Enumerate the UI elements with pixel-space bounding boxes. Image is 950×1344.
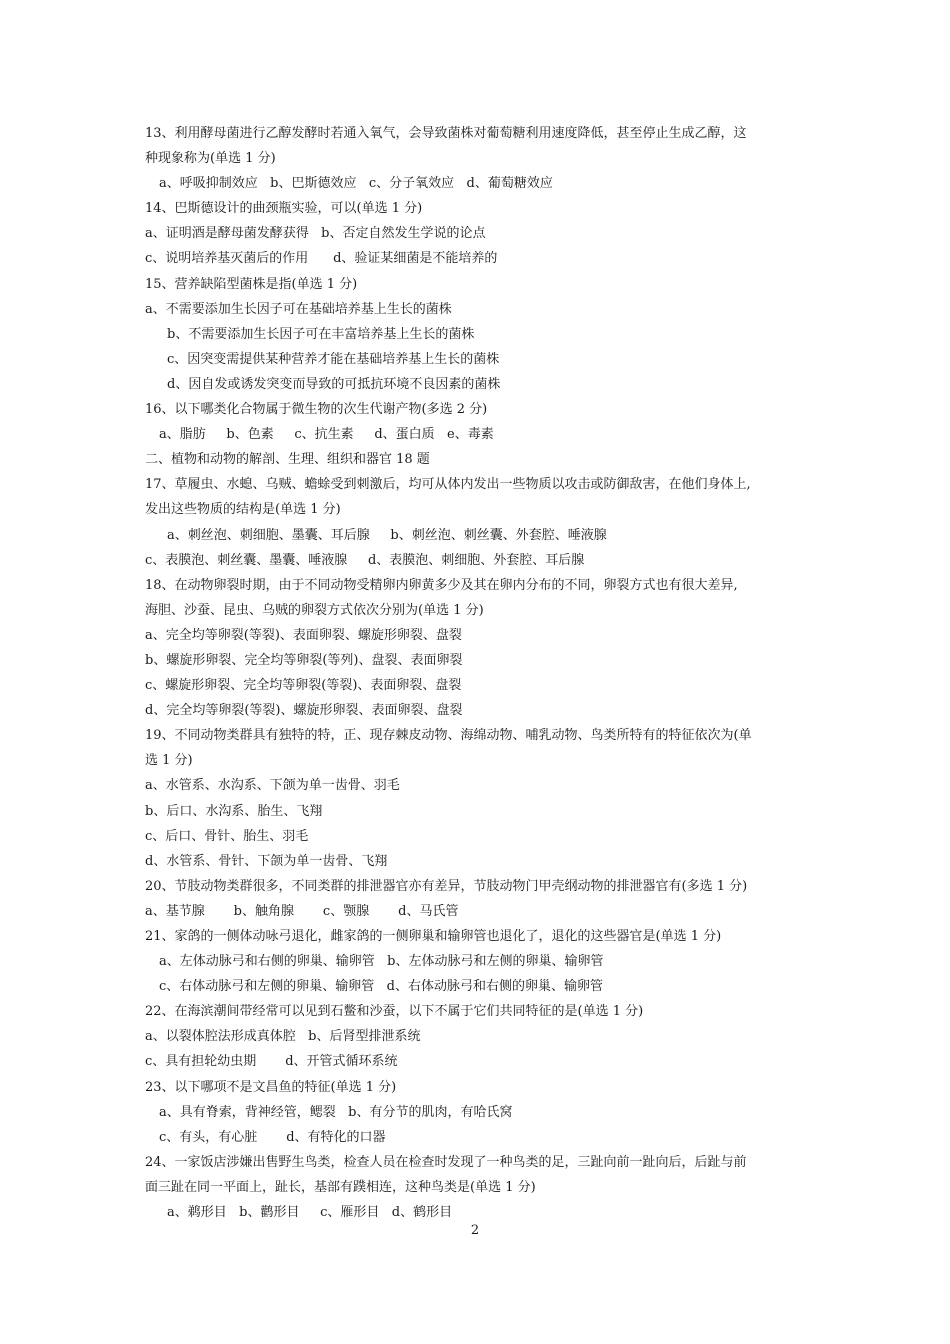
text-line: a、以裂体腔法形成真体腔 b、后肾型排泄系统 bbox=[145, 1029, 421, 1045]
text-line: c、右体动脉弓和左侧的卵巢、输卵管 d、右体动脉弓和右侧的卵巢、输卵管 bbox=[159, 979, 603, 995]
text-line: d、因自发或诱发突变而导致的可抵抗环境不良因素的菌株 bbox=[167, 376, 501, 392]
text-line: c、说明培养基灭菌后的作用 d、验证某细菌是不能培养的 bbox=[145, 251, 498, 267]
text-line: a、基节腺 b、触角腺 c、颚腺 d、马氏管 bbox=[145, 903, 459, 919]
page-body bbox=[145, 121, 815, 1225]
text-line: d、水管系、骨针、下颌为单一齿骨、飞翔 bbox=[145, 853, 388, 869]
text-line: 15、营养缺陷型菌株是指(单选 1 分) bbox=[145, 276, 358, 292]
text-line: 种现象称为(单选 1 分) bbox=[145, 151, 276, 167]
text-line: c、具有担轮幼虫期 d、开管式循环系统 bbox=[145, 1054, 398, 1070]
text-line: c、后口、骨针、胎生、羽毛 bbox=[145, 828, 309, 844]
text-line: c、因突变需提供某种营养才能在基础培养基上生长的菌株 bbox=[167, 351, 500, 367]
text-line: 20、节肢动物类群很多，不同类群的排泄器官亦有差异，节肢动物门甲壳纲动物的排泄器官有(多选 1 分) bbox=[145, 878, 748, 894]
text-line: 19、不同动物类群具有独特的特，正、现存棘皮动物、海绵动物、哺乳动物、鸟类所特有的特征依次为(单 bbox=[145, 728, 752, 744]
text-line: 24、一家饭店涉嫌出售野生鸟类，检查人员在检查时发现了一种鸟类的足，三趾向前一趾向后，后趾与前 bbox=[145, 1154, 747, 1170]
text-line: a、呼吸抑制效应 b、巴斯德效应 c、分子氧效应 d、葡萄糖效应 bbox=[159, 176, 553, 192]
text-line: a、完全均等卵裂(等裂)、表面卵裂、螺旋形卵裂、盘裂 bbox=[145, 627, 462, 643]
text-line: 21、家鸽的一侧体动咏弓退化，雌家鸽的一侧卵巢和输卵管也退化了，退化的这些器官是(单选 1 分) bbox=[145, 929, 722, 944]
text-line: 发出这些物质的结构是(单选 1 分) bbox=[145, 502, 341, 518]
text-line: c、螺旋形卵裂、完全均等卵裂(等裂)、表面卵裂、盘裂 bbox=[145, 678, 462, 694]
text-line: 13、利用酵母菌进行乙醇发酵时若通入氧气，会导致菌株对葡萄糖利用速度降低，甚至停止生成乙醇，这 bbox=[145, 126, 747, 141]
text-line: 二、植物和动物的解剖、生理、组织和器官 18 题 bbox=[145, 452, 430, 468]
text-line: b、螺旋形卵裂、完全均等卵裂(等列)、盘裂、表面卵裂 bbox=[145, 652, 463, 668]
text-line: 面三趾在同一平面上，趾长，基部有蹼相连，这种鸟类是(单选 1 分) bbox=[145, 1179, 536, 1195]
page-number: 2 bbox=[470, 1223, 480, 1238]
text-line: c、表膜泡、刺丝囊、墨囊、唾液腺 d、表膜泡、刺细胞、外套腔、耳后腺 bbox=[145, 552, 585, 568]
text-line: c、有头，有心脏 d、有特化的口器 bbox=[159, 1129, 386, 1145]
text-line: a、鹈形目 b、鹳形目 c、雁形目 d、鹤形目 bbox=[167, 1205, 453, 1221]
text-line: a、具有脊索，背神经管，鳃裂 b、有分节的肌肉，有哈氏窝 bbox=[159, 1104, 513, 1120]
text-line: a、刺丝泡、刺细胞、墨囊、耳后腺 b、刺丝泡、刺丝囊、外套腔、唾液腺 bbox=[167, 527, 607, 543]
text-line: a、脂肪 b、色素 c、抗生素 d、蛋白质 e、毒素 bbox=[159, 427, 494, 443]
text-line: 23、以下哪项不是文昌鱼的特征(单选 1 分) bbox=[145, 1079, 397, 1095]
text-line: 18、在动物卵裂时期，由于不同动物受精卵内卵黄多少及其在卵内分布的不同，卵裂方式也有很大差异, bbox=[145, 577, 738, 593]
text-line: 14、巴斯德设计的曲颈瓶实验，可以(单选 1 分) bbox=[145, 201, 423, 217]
text-line: 16、以下哪类化合物属于微生物的次生代谢产物(多选 2 分) bbox=[145, 402, 488, 418]
text-line: a、左体动脉弓和右侧的卵巢、输卵管 b、左体动脉弓和左侧的卵巢、输卵管 bbox=[159, 954, 604, 970]
text-line: 22、在海滨潮间带经常可以见到石鳖和沙蚕，以下不属于它们共同特征的是(单选 1 分) bbox=[145, 1004, 644, 1020]
text-line: 17、草履虫、水螅、乌贼、蟾蜍受到刺激后，均可从体内发出一些物质以攻击或防御敌害，在他们身体上, bbox=[145, 477, 751, 493]
text-line: a、不需要添加生长因子可在基础培养基上生长的菌株 bbox=[145, 301, 452, 317]
text-line: 选 1 分) bbox=[145, 753, 193, 769]
text-line: b、后口、水沟系、胎生、飞翔 bbox=[145, 803, 323, 819]
text-line: d、完全均等卵裂(等裂)、螺旋形卵裂、表面卵裂、盘裂 bbox=[145, 703, 463, 719]
text-line: a、证明酒是酵母菌发酵获得 b、否定自然发生学说的论点 bbox=[145, 226, 486, 242]
text-line: b、不需要添加生长因子可在丰富培养基上生长的菌株 bbox=[167, 326, 475, 342]
text-line: 海胆、沙蚕、昆虫、乌贼的卵裂方式依次分别为(单选 1 分) bbox=[145, 602, 484, 618]
text-line: a、水管系、水沟系、下颌为单一齿骨、羽毛 bbox=[145, 778, 400, 794]
